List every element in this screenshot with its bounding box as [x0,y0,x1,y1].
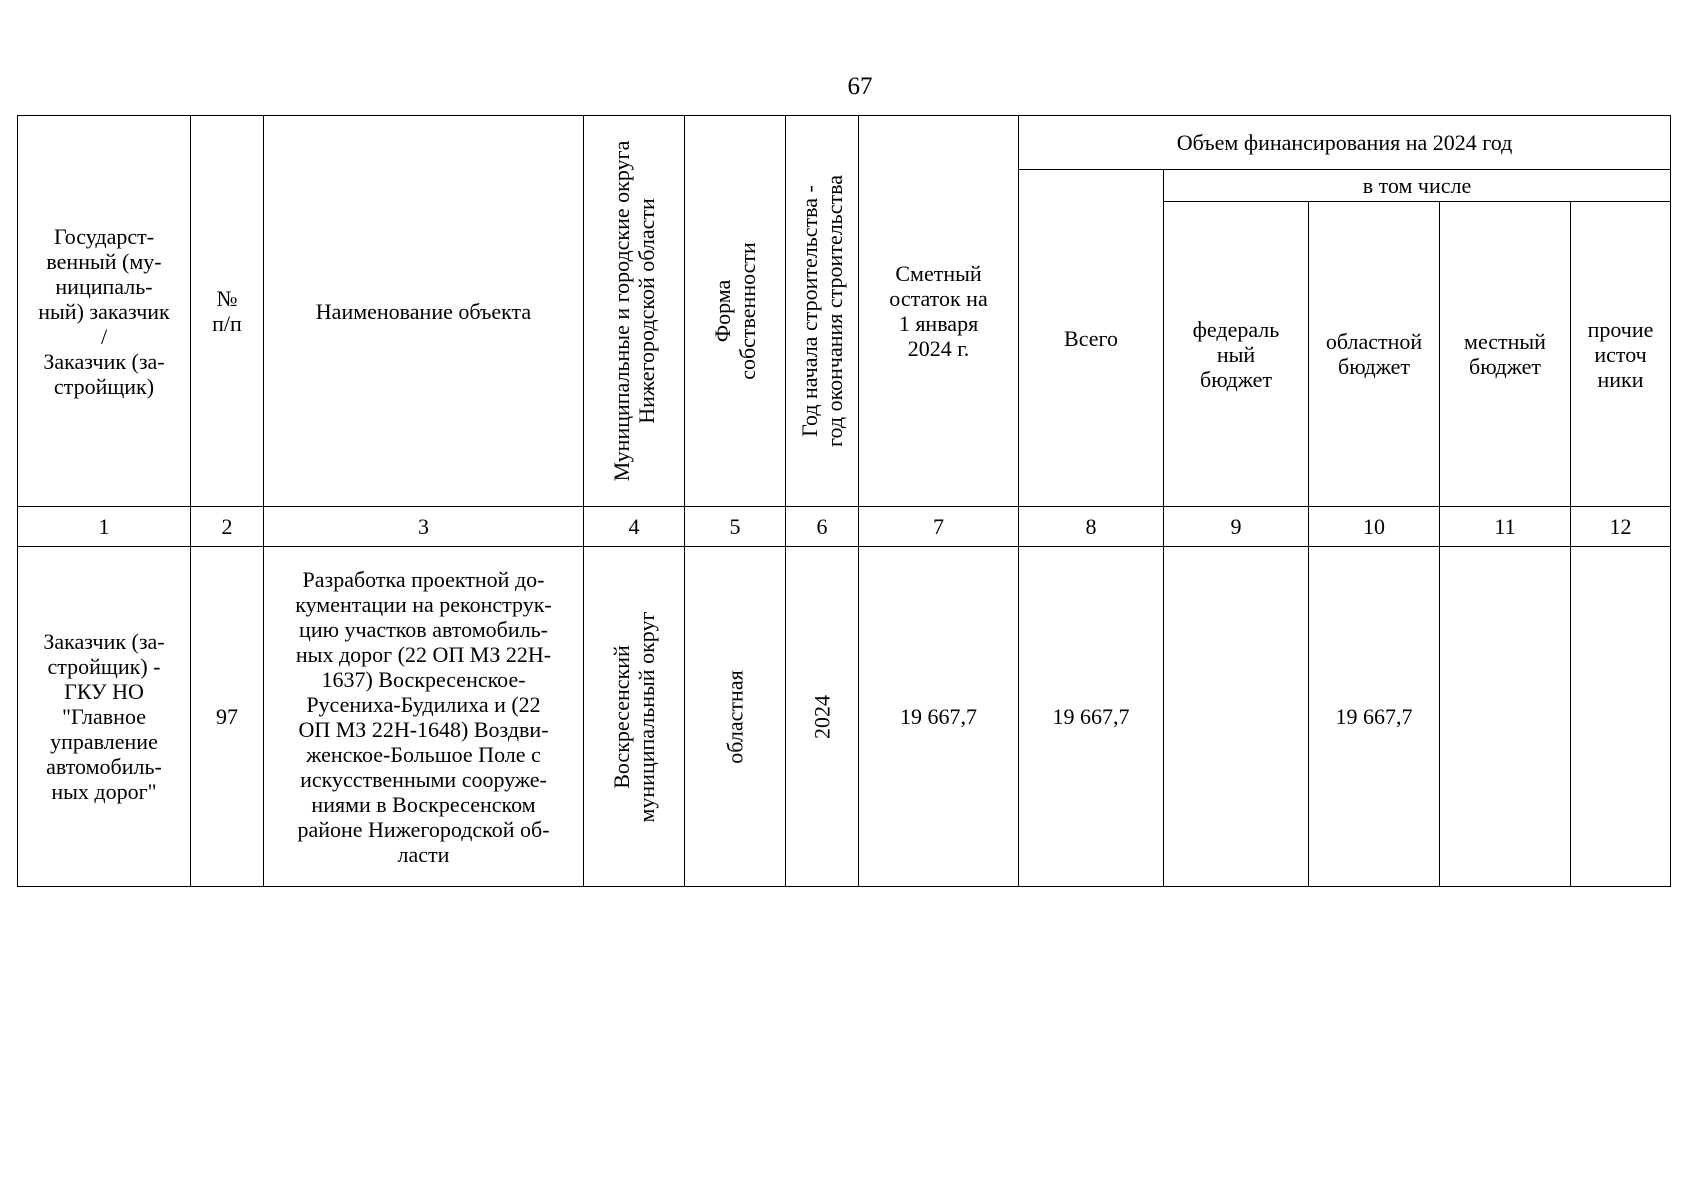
table-row [18,547,1671,887]
row-regional: 19 667,7 [1309,547,1440,887]
row-customer: Заказчик (за- стройщик) - ГКУ НО "Главное управление автомобиль- ных дорог" [18,547,191,887]
column-number: 6 [786,507,859,547]
row-ownership: областная [685,547,786,887]
row-object-name: Разработка проектной до- кументации на реконструк- цию участков автомобиль- ных дорог (22 ОП МЗ 22Н- 1637) Воскресенское- Русениха-Будилиха и (22 ОП МЗ 22Н-1648) Воздви- женское-Большое Поле с искусственными сооруже- ниями в Воскресенском районе Нижегородской об- ласти [264,547,584,887]
column-number: 4 [584,507,685,547]
header-other: прочие источ ники [1571,202,1671,507]
column-number: 9 [1164,507,1309,547]
header-federal: федераль ный бюджет [1164,202,1309,507]
header-including: в том числе [1164,170,1671,202]
investment-table [17,115,1671,887]
column-number: 10 [1309,507,1440,547]
row-total: 19 667,7 [1019,547,1164,887]
column-number: 2 [191,507,264,547]
header-number: № п/п [191,116,264,507]
header-years: Год начала строительства - год окончания строительства [786,116,859,507]
header-total: Всего [1019,170,1164,507]
header-customer: Государст- венный (му- ниципаль- ный) заказчик / Заказчик (за- стройщик) [18,116,191,507]
column-number: 5 [685,507,786,547]
page-number: 67 [847,73,873,100]
column-number: 11 [1440,507,1571,547]
row-other [1571,547,1671,887]
header-ownership: Форма собственности [685,116,786,507]
column-number: 1 [18,507,191,547]
header-object-name: Наименование объекта [264,116,584,507]
column-number-row [18,507,1671,547]
column-number: 7 [859,507,1019,547]
column-number: 3 [264,507,584,547]
header-estimate: Сметный остаток на 1 января 2024 г. [859,116,1019,507]
column-number: 8 [1019,507,1164,547]
row-federal [1164,547,1309,887]
row-years: 2024 [786,547,859,887]
column-number: 12 [1571,507,1671,547]
row-number: 97 [191,547,264,887]
row-district: Воскресенский муниципальный округ [584,547,685,887]
header-districts: Муниципальные и городские округа Нижегородской области [584,116,685,507]
row-local [1440,547,1571,887]
header-local: местный бюджет [1440,202,1571,507]
row-estimate: 19 667,7 [859,547,1019,887]
header-funding-title: Объем финансирования на 2024 год [1019,116,1671,170]
header-regional: областной бюджет [1309,202,1440,507]
